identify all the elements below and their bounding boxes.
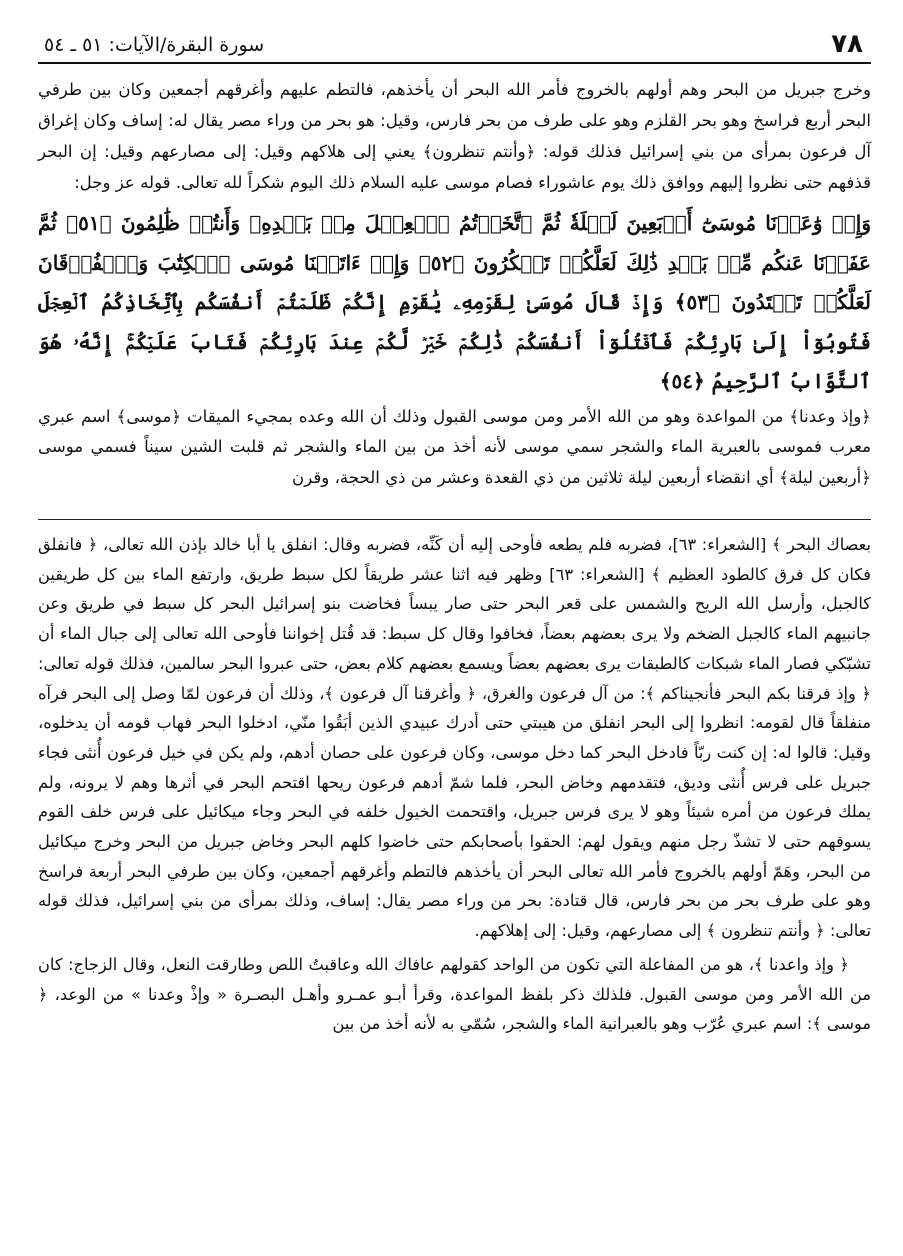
book-page bbox=[38, 28, 871, 1228]
tafsir-paragraph: ﴿وإذ وعدنا﴾ من المواعدة وهو من الله الأمر ومن موسى القبول وذلك أن الله وعده بمجيء الميقات ﴿موسى﴾ اسم عبري معرب فموسى بالعبرية الماء والشجر سمي موسى لأنه أخذ من بين الماء والشجر ثم قلبت الشين سيناً فسمي موسى ﴿أربعين ليلة﴾ أي انقضاء أربعين ليلة ثلاثين من ذي القعدة وعشر من ذي الحجة، وقرن bbox=[38, 406, 871, 487]
running-header bbox=[38, 28, 871, 64]
chapter-title: سورة البقرة/الآيات: ٥١ ـ ٥٤ bbox=[44, 34, 265, 56]
commentary-section bbox=[38, 74, 871, 198]
footnotes-section bbox=[38, 530, 871, 1039]
quran-verses bbox=[38, 204, 871, 402]
quran-text: وَإِذۡ وَٰعَدۡنَا مُوسَىٰٓ أَرۡبَعِينَ لَيۡلَةٗ ثُمَّ ٱتَّخَذۡتُمُ ٱلۡعِجۡلَ مِنۢ بَعۡدِهِۦ وَأَنتُمۡ ظَٰلِمُونَ ﴿٥١﴾ ثُمَّ عَفَوۡنَا عَنكُم مِّنۢ بَعۡدِ ذَٰلِكَ لَعَلَّكُمۡ تَشۡكُرُونَ ﴿٥٢﴾ وَإِذۡ ءَاتَيۡنَا مُوسَى ٱلۡكِتَٰبَ وَٱلۡفُرۡقَانَ لَعَلَّكُمۡ تَهۡتَدُونَ ﴿٥٣﴾ وَإِذۡ قَالَ مُوسَىٰ لِقَوۡمِهِۦ يَٰقَوۡمِ إِنَّكُمۡ ظَلَمۡتُمۡ أَنفُسَكُم بِٱتِّخَاذِكُمُ ٱلۡعِجۡلَ فَتُوبُوٓاْ إِلَىٰ بَارِئِكُمۡ فَٱقۡتُلُوٓاْ أَنفُسَكُمۡ ذَٰلِكُمۡ خَيۡرٞ لَّكُمۡ عِندَ بَارِئِكُمۡ فَتَابَ عَلَيۡكُمۡۚ إِنَّهُۥ هُوَ ٱلتَّوَّابُ ٱلرَّحِيمُ ﴿٥٤﴾ bbox=[38, 211, 871, 393]
page-number: ٧٨ bbox=[831, 29, 863, 59]
footnote-divider bbox=[38, 519, 871, 520]
footnote-paragraph: ﴿ وإذ واعدنا ﴾، هو من المفاعلة التي تكون من الواحد كقولهم عافاك الله وعاقبتُ اللص وطارقت النعل، وقال الزجاج: كان من الله الأمر ومن موسى القبول. فلذلك ذكر بلفظ المواعدة، وقرأ أبـو عمـرو وأهـل البصـرة « وإذْ وعدنا » من الوعد، ﴿ موسى ﴾: اسم عبري عُرّب وهو بالعبرانية الماء والشجر، سُمّي به لأنه أخذ من بين bbox=[38, 954, 871, 1034]
commentary-paragraph: وخرج جبريل من البحر وهم أولهم بالخروج فأمر الله البحر أن يأخذهم، فالتطم عليهم وأغرقهم أجمعين وكان بين طرفي البحر أربع فراسخ وهو بحر القلزم وهو على طرف من بحر فارس، وقيل: هو بحر من وراء مصر يقال له: إساف وكان إغراق آل فرعون بمرأى من بني إسرائيل فذلك قوله: ﴿وأنتم تنظرون﴾ يعني إلى هلاكهم وقيل: إلى مصارعهم وقيل: إن البحر قذفهم حتى نظروا إليهم ووافق ذلك يوم عاشوراء فصام موسى عليه السلام ذلك اليوم شكراً لله تعالى. قوله عز وجل: bbox=[38, 80, 871, 192]
tafsir-section bbox=[38, 402, 871, 494]
footnote-paragraph: بعصاك البحر ﴾ [الشعراء: ٦٣]، فضربه فلم يطعه فأوحى إليه أن كَنِّه، فضربه وقال: انفلق يا أبا خالد بإذن الله تعالى، ﴿ فانفلق فكان كل فرق كالطود العظيم ﴾ [الشعراء: ٦٣] وظهر فيه اثنا عشر طريقاً لكل سبط طريق، وارتفع الماء بين كل طريقين كالجبل، وأرسل الله الريح والشمس على قعر البحر حتى صار يبساً فخاضت بنو إسرائيل البحر كل سبط في طريق وعن جانبيهم الماء كالجبل الضخم ولا يرى بعضهم بعضاً، فخافوا وقال كل سبط: قد قُتل إخواننا فأوحى الله تعالى إلى جبال الماء أن تشبّكي فصار الماء شبكات كالطبقات يرى بعضهم بعضاً ويسمع بعضهم كلام بعض، حتى عبروا البحر سالمين، فذلك قوله تعالى: ﴿ وإذ فرقنا بكم البحر فأنجيناكم ﴾: من آل فرعون والغرق، ﴿ وأغرقنا آل فرعون ﴾، وذلك أن فرعون لمّا وصل إلى البحر فرآه منفلقاً قال لقومه: انظروا إلى البحر انفلق من هيبتي حتى أدرك عبيدي الذين أبَقُوا منّي، ادخلوا البحر فهاب قومه أن يدخلوه، وقيل: قالوا له: إن كنت ربّاً فادخل البحر كما دخل موسى، وكان فرعون على حصان أدهم، ولم يكن في خيل فرعون أُنثى فجاء جبريل على فرس أُنثى وديق، فتقدمهم وخاض البحر، فلما شمّ أدهم فرعون ريحها اقتحم البحر في أثرها وهم لا يرونه، ولم يملك فرعون من أمره شيئاً وهو لا يرى فرس جبريل، واقتحمت الخيول خلفه في البحر وجاء ميكائيل على فرس خلف القوم يسوقهم حتى لا تشذّ رجل منهم ويقول لهم: الحقوا بأصحابكم حتى خاضوا كلهم البحر وخاض جبريل من البحر وخرج ميكائيل من البحر، وهَمّ أولهم بالخروج فأمر الله تعالى البحر أن يأخذهم فالتطم وأغرقهم أجمعين، وكان بين طرفي البحر أربعة فراسخ وهو على طرف بحر من بحر فارس، قال قتادة: بحر من وراء مصر يقال: إساف، وذلك بمرأى من بني إسرائيل، فذلك قوله تعالى: ﴿ وأنتم تنظرون ﴾ إلى مصارعهم، وقيل: إلى إهلاكهم. bbox=[38, 535, 871, 941]
